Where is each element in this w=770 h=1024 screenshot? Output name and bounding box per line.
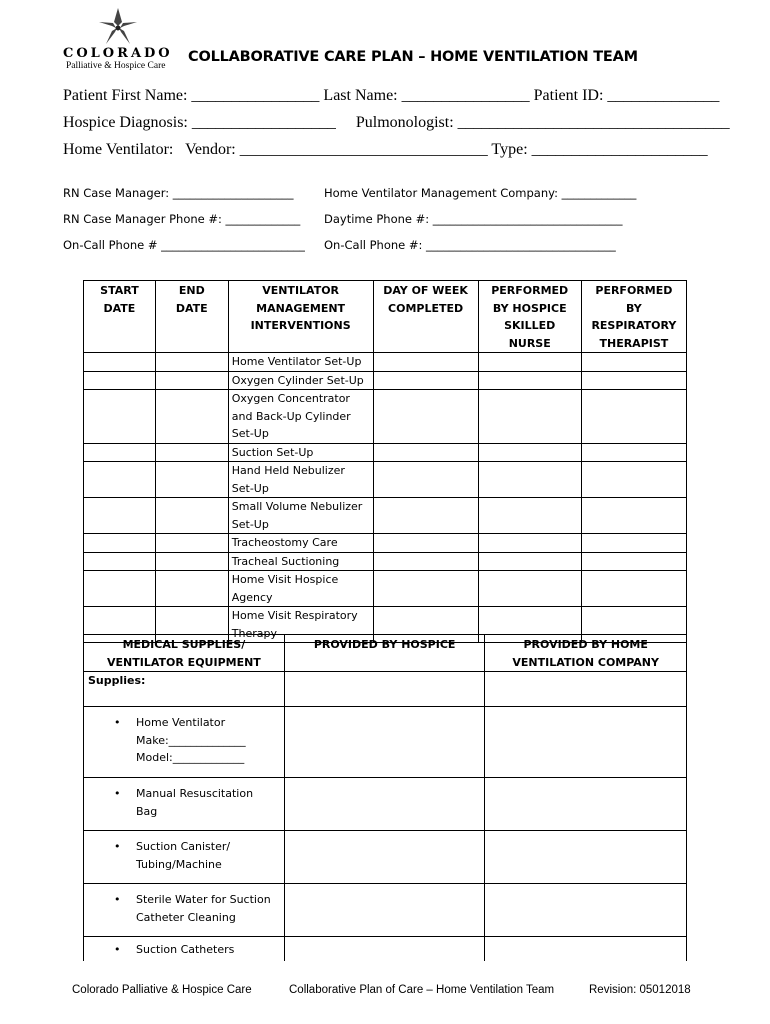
- footer-revision: Revision: 05012018: [589, 984, 691, 996]
- table-row: [84, 672, 687, 707]
- table-header-row: [84, 281, 687, 353]
- end-date-cell[interactable]: [155, 552, 228, 571]
- end-date-cell[interactable]: [155, 371, 228, 390]
- interventions-table: [83, 280, 687, 643]
- table-row: [84, 498, 687, 534]
- oncall-phone-field-left[interactable]: On-Call Phone # _________________________: [63, 238, 305, 252]
- intervention-label: Oxygen Concentrator and Back-Up Cylinder Set-Up: [228, 390, 373, 444]
- start-date-cell[interactable]: [84, 443, 156, 462]
- end-date-cell[interactable]: [155, 571, 228, 607]
- table-row: [84, 552, 687, 571]
- col-provided-by-hospice: PROVIDED BY HOSPICE: [284, 635, 485, 672]
- vent-company-cell[interactable]: [485, 884, 687, 937]
- therapist-cell[interactable]: [581, 552, 686, 571]
- therapist-cell[interactable]: [581, 390, 686, 444]
- therapist-cell[interactable]: [581, 534, 686, 553]
- col-day-of-week: DAY OF WEEK COMPLETED: [373, 281, 478, 353]
- supplies-label-text: Supplies:: [88, 674, 146, 687]
- table-row: [84, 462, 687, 498]
- hospice-cell[interactable]: [284, 831, 485, 884]
- intervention-label: Tracheal Suctioning: [228, 552, 373, 571]
- table-row: [84, 937, 687, 961]
- col-hospice-nurse: PERFORMED BY HOSPICE SKILLED NURSE: [478, 281, 581, 353]
- supply-item: Home Ventilator Make:______________ Model:_____________: [136, 716, 246, 764]
- col-respiratory-therapist: PERFORMED BY RESPIRATORY THERAPIST: [581, 281, 686, 353]
- oncall-phone-field-right[interactable]: On-Call Phone #: _________________________________: [324, 238, 616, 252]
- end-date-cell[interactable]: [155, 353, 228, 372]
- intervention-label: Home Visit Hospice Agency: [228, 571, 373, 607]
- vent-mgmt-company-field[interactable]: Home Ventilator Management Company: _____________: [324, 186, 637, 200]
- therapist-cell[interactable]: [581, 571, 686, 607]
- nurse-cell[interactable]: [478, 443, 581, 462]
- supplies-table: [83, 634, 687, 961]
- rn-case-manager-field[interactable]: RN Case Manager: _____________________: [63, 186, 294, 200]
- bullet-icon: •: [114, 893, 121, 906]
- col-end-date: END DATE: [155, 281, 228, 353]
- col-start-date: START DATE: [84, 281, 156, 353]
- therapist-cell[interactable]: [581, 462, 686, 498]
- intervention-label: Home Visit Respiratory Therapy: [228, 607, 373, 643]
- start-date-cell[interactable]: [84, 353, 156, 372]
- vent-company-cell[interactable]: [485, 707, 687, 778]
- supply-item: Suction Catheters: [136, 943, 235, 956]
- start-date-cell[interactable]: [84, 571, 156, 607]
- supply-item: Manual Resuscitation Bag: [136, 787, 254, 818]
- footer-org: Colorado Palliative & Hospice Care: [72, 984, 252, 996]
- day-cell[interactable]: [373, 552, 478, 571]
- table-row: [84, 353, 687, 372]
- vent-company-cell[interactable]: [485, 778, 687, 831]
- table-row: [84, 371, 687, 390]
- day-cell[interactable]: [373, 353, 478, 372]
- day-cell[interactable]: [373, 462, 478, 498]
- hospice-cell[interactable]: [284, 937, 485, 961]
- ventilator-fields[interactable]: Home Ventilator: Vendor: _______________________________ Type: ______________________: [63, 141, 708, 158]
- hospice-cell[interactable]: [284, 707, 485, 778]
- therapist-cell[interactable]: [581, 443, 686, 462]
- day-cell[interactable]: [373, 390, 478, 444]
- logo-subtitle: Palliative & Hospice Care: [66, 61, 166, 71]
- table-row: [84, 707, 687, 778]
- table-header-row: [84, 635, 687, 672]
- start-date-cell[interactable]: [84, 534, 156, 553]
- table-row: [84, 884, 687, 937]
- logo-name: COLORADO: [63, 46, 173, 61]
- day-cell[interactable]: [373, 571, 478, 607]
- start-date-cell[interactable]: [84, 390, 156, 444]
- nurse-cell[interactable]: [478, 498, 581, 534]
- bullet-icon: •: [114, 716, 121, 729]
- nurse-cell[interactable]: [478, 571, 581, 607]
- bullet-icon: •: [114, 943, 121, 956]
- page-title: COLLABORATIVE CARE PLAN – HOME VENTILATION TEAM: [188, 49, 638, 65]
- nurse-cell[interactable]: [478, 534, 581, 553]
- bullet-icon: •: [114, 787, 121, 800]
- start-date-cell[interactable]: [84, 552, 156, 571]
- day-cell[interactable]: [373, 534, 478, 553]
- start-date-cell[interactable]: [84, 462, 156, 498]
- therapist-cell[interactable]: [581, 498, 686, 534]
- end-date-cell[interactable]: [155, 390, 228, 444]
- col-provided-by-vent-company: PROVIDED BY HOME VENTILATION COMPANY: [485, 635, 687, 672]
- therapist-cell[interactable]: [581, 353, 686, 372]
- intervention-label: Small Volume Nebulizer Set-Up: [228, 498, 373, 534]
- end-date-cell[interactable]: [155, 443, 228, 462]
- therapist-cell[interactable]: [581, 371, 686, 390]
- end-date-cell[interactable]: [155, 534, 228, 553]
- patient-name-fields[interactable]: Patient First Name: ________________ Last Name: ________________ Patient ID: ______________: [63, 87, 720, 104]
- supply-item: Suction Canister/ Tubing/Machine: [136, 840, 231, 871]
- hospice-cell[interactable]: [284, 884, 485, 937]
- table-row: [84, 443, 687, 462]
- col-interventions: VENTILATOR MANAGEMENT INTERVENTIONS: [228, 281, 373, 353]
- vent-company-cell[interactable]: [485, 672, 687, 707]
- end-date-cell[interactable]: [155, 462, 228, 498]
- nurse-cell[interactable]: [478, 371, 581, 390]
- bullet-icon: •: [114, 840, 121, 853]
- table-row: [84, 390, 687, 444]
- intervention-label: Hand Held Nebulizer Set-Up: [228, 462, 373, 498]
- start-date-cell[interactable]: [84, 371, 156, 390]
- supplies-label: [84, 672, 285, 707]
- day-cell[interactable]: [373, 443, 478, 462]
- supply-item: Sterile Water for Suction Catheter Cleaning: [136, 893, 271, 924]
- nurse-cell[interactable]: [478, 353, 581, 372]
- nurse-cell[interactable]: [478, 552, 581, 571]
- nurse-cell[interactable]: [478, 462, 581, 498]
- intervention-label: Oxygen Cylinder Set-Up: [228, 371, 373, 390]
- day-cell[interactable]: [373, 371, 478, 390]
- intervention-label: Home Ventilator Set-Up: [228, 353, 373, 372]
- vent-company-cell[interactable]: [485, 937, 687, 961]
- diagnosis-fields[interactable]: Hospice Diagnosis: __________________ Pulmonologist: __________________________________: [63, 114, 730, 131]
- table-row: [84, 831, 687, 884]
- daytime-phone-field[interactable]: Daytime Phone #: _________________________________: [324, 212, 623, 226]
- end-date-cell[interactable]: [155, 498, 228, 534]
- table-row: [84, 778, 687, 831]
- nurse-cell[interactable]: [478, 390, 581, 444]
- hospice-cell[interactable]: [284, 672, 485, 707]
- intervention-label: Suction Set-Up: [228, 443, 373, 462]
- col-medical-supplies: MEDICAL SUPPLIES/ VENTILATOR EQUIPMENT: [84, 635, 285, 672]
- start-date-cell[interactable]: [84, 498, 156, 534]
- rn-phone-field[interactable]: RN Case Manager Phone #: _____________: [63, 212, 301, 226]
- table-row: [84, 534, 687, 553]
- vent-company-cell[interactable]: [485, 831, 687, 884]
- hospice-cell[interactable]: [284, 778, 485, 831]
- table-row: [84, 571, 687, 607]
- day-cell[interactable]: [373, 498, 478, 534]
- footer-document-title: Collaborative Plan of Care – Home Ventilation Team: [289, 984, 555, 996]
- intervention-label: Tracheostomy Care: [228, 534, 373, 553]
